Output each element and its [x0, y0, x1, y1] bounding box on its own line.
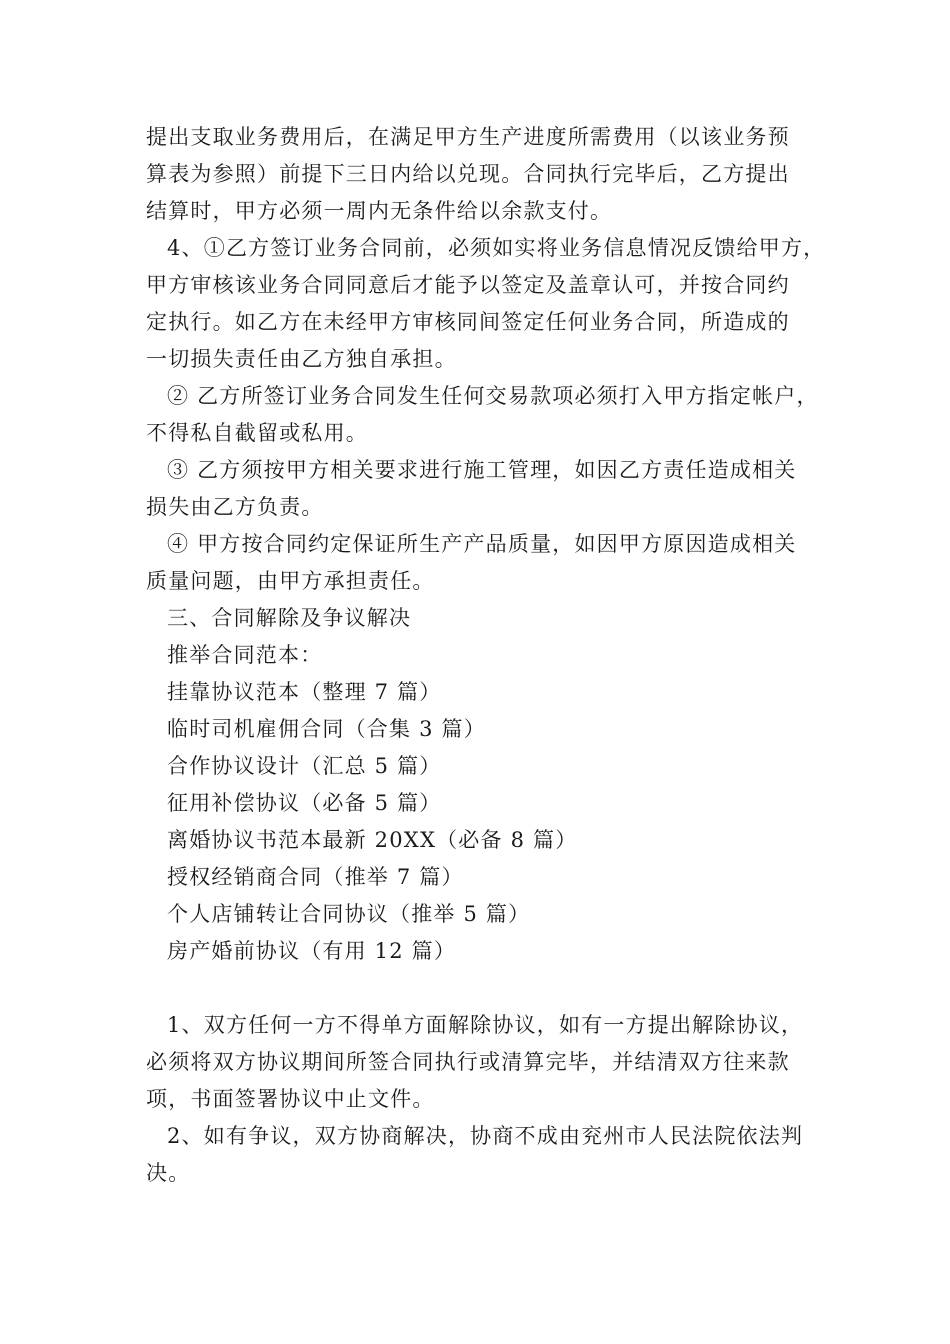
- paragraph-line: 2、如有争议，双方协商解决，协商不成由兖州市人民法院依法判: [167, 1124, 804, 1148]
- recommendation-item: 征用补偿协议（必备 5 篇）: [167, 791, 442, 815]
- paragraph-line: ② 乙方所签订业务合同发生任何交易款项必须打入甲方指定帐户，: [167, 384, 819, 408]
- paragraph-line: 一切损失责任由乙方独自承担。: [146, 347, 457, 371]
- paragraph-line: 质量问题，由甲方承担责任。: [146, 569, 435, 593]
- paragraph-line: 决。: [146, 1161, 191, 1185]
- paragraph-line: 4、①乙方签订业务合同前，必须如实将业务信息情况反馈给甲方，: [167, 236, 826, 260]
- recommendation-item: 临时司机雇佣合同（合集 3 篇）: [167, 717, 486, 741]
- paragraph-line: 算表为参照）前提下三日内给以兑现。合同执行完毕后，乙方提出: [146, 162, 790, 186]
- recommendation-heading: 推举合同范本：: [167, 643, 323, 667]
- paragraph-line: 结算时，甲方必须一周内无条件给以余款支付。: [146, 199, 613, 223]
- recommendation-item: 离婚协议书范本最新 20XX（必备 8 篇）: [167, 828, 578, 852]
- recommendation-item: 房产婚前协议（有用 12 篇）: [167, 939, 457, 963]
- recommendation-item: 挂靠协议范本（整理 7 篇）: [167, 680, 442, 704]
- recommendation-item: 授权经销商合同（推举 7 篇）: [167, 865, 464, 889]
- paragraph-line: 不得私自截留或私用。: [146, 421, 368, 445]
- recommendation-item: 个人店铺转让合同协议（推举 5 篇）: [167, 902, 531, 926]
- paragraph-line: ④ 甲方按合同约定保证所生产产品质量，如因甲方原因造成相关: [167, 532, 797, 556]
- paragraph-line: ③ 乙方须按甲方相关要求进行施工管理，如因乙方责任造成相关: [167, 458, 797, 482]
- paragraph-line: 项，书面签署协议中止文件。: [146, 1087, 435, 1111]
- paragraph-line: 1、双方任何一方不得单方面解除协议，如有一方提出解除协议，: [167, 1013, 804, 1037]
- recommendation-item: 合作协议设计（汇总 5 篇）: [167, 754, 442, 778]
- paragraph-line: 必须将双方协议期间所签合同执行或清算完毕，并结清双方往来款: [146, 1050, 790, 1074]
- paragraph-line: 甲方审核该业务合同同意后才能予以签定及盖章认可，并按合同约: [146, 273, 790, 297]
- paragraph-line: 定执行。如乙方在未经甲方审核同间签定任何业务合同，所造成的: [146, 310, 790, 334]
- paragraph-line: 损失由乙方负责。: [146, 495, 324, 519]
- section-heading: 三、合同解除及争议解决: [167, 606, 412, 630]
- paragraph-line: 提出支取业务费用后，在满足甲方生产进度所需费用（以该业务预: [146, 125, 790, 149]
